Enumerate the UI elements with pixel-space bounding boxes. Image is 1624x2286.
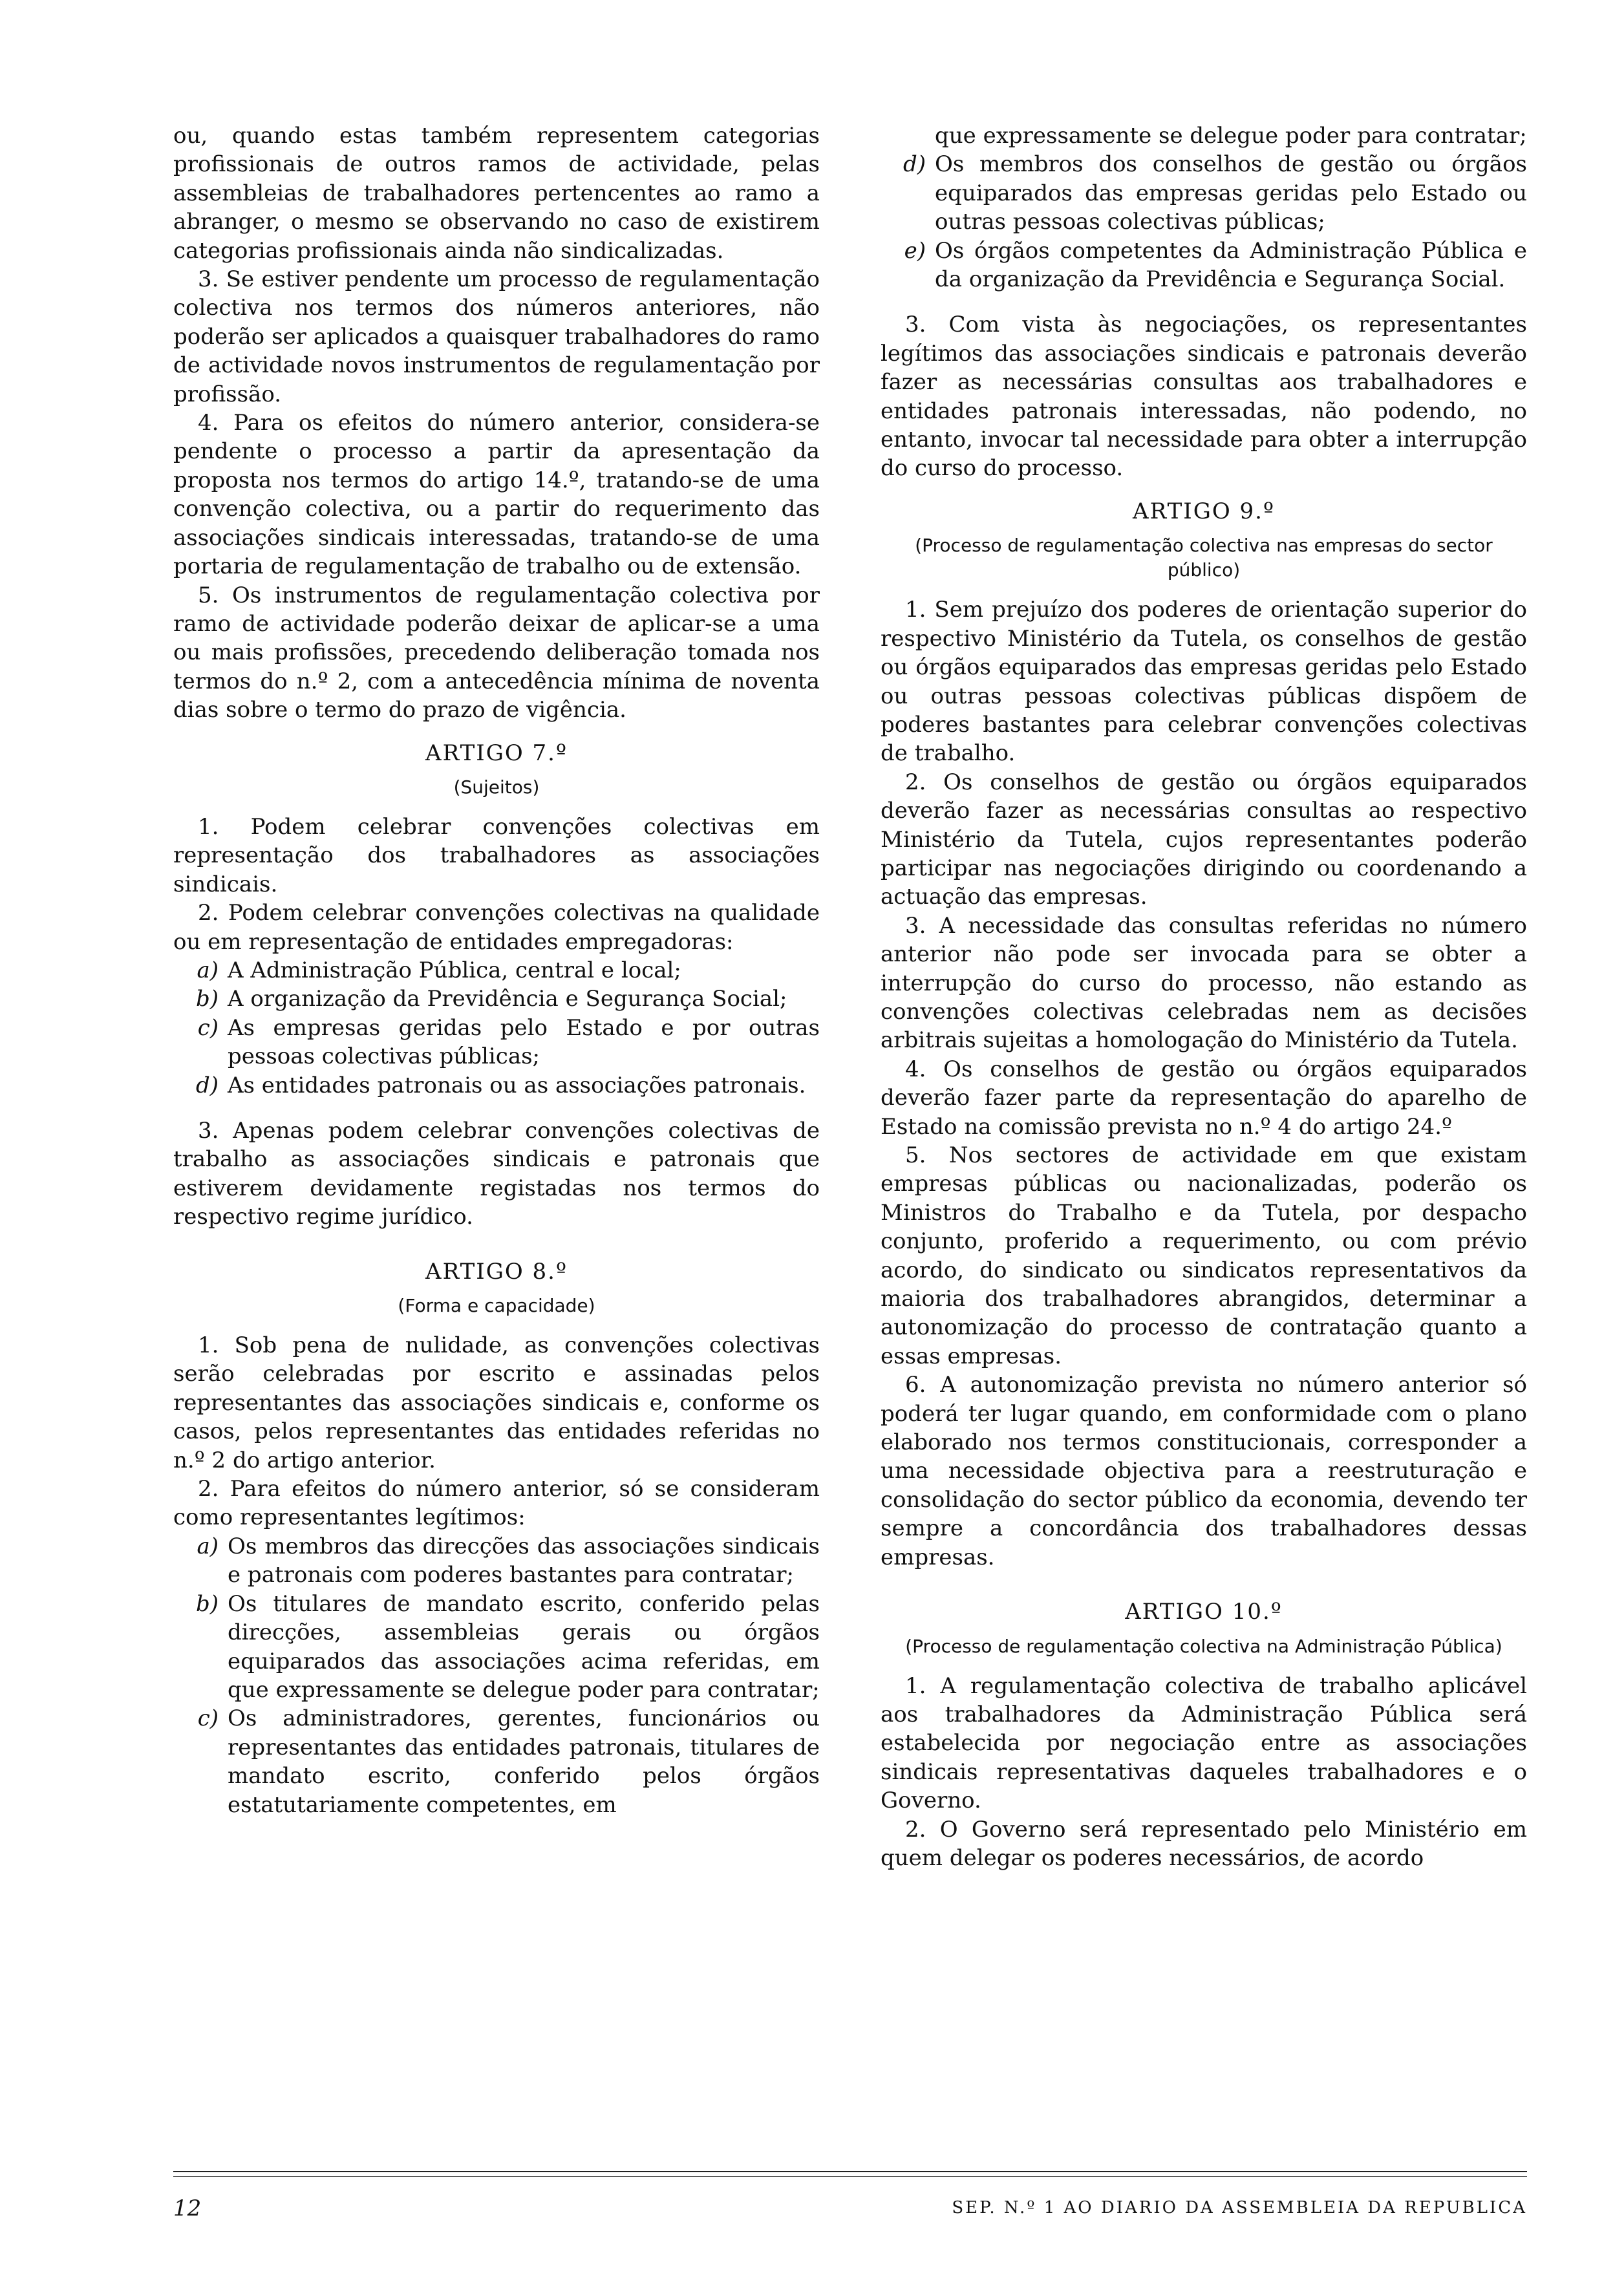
- paragraph: 2. Os conselhos de gestão ou órgãos equiparados deverão fazer as necessárias consultas ao respectivo Ministério da Tutela, cujos representantes poderão participar nas negociações dirigindo ou coordenando a actuação das empresas.: [881, 769, 1527, 910]
- page-number: 12: [173, 2195, 202, 2221]
- article-heading: ARTIGO 8.º: [425, 1258, 568, 1285]
- right-column: [881, 122, 1527, 1872]
- list-item-label: d): [903, 151, 926, 178]
- list-item-text: As empresas geridas pelo Estado e por outras pessoas colectivas públicas;: [228, 1014, 820, 1070]
- paragraph: 1. Sob pena de nulidade, as convenções colectivas serão celebradas por escrito e assinadas pelos representantes das associações sindicais e, conforme os casos, pelos representantes das entidades referidas no n.º 2 do artigo anterior.: [173, 1332, 820, 1473]
- list-item-label: c): [197, 1705, 219, 1732]
- list-item-label: e): [904, 237, 926, 264]
- list-item-continuation: [881, 122, 1527, 150]
- list-item-text: que expressamente se delegue poder para contratar;: [935, 123, 1527, 149]
- list-item: [881, 237, 1527, 294]
- paragraph: 1. Podem celebrar convenções colectivas em representação dos trabalhadores as associações sindicais.: [173, 813, 820, 897]
- paragraph: 5. Nos sectores de actividade em que existam empresas públicas ou nacionalizadas, poderão os Ministros do Trabalho e da Tutela, por despacho conjunto, proferido a requerimento, ou com prévio acordo, do sindicato ou sindicatos representativos da maioria dos trabalhadores abrangidos, determinar a autonomização do processo de contratação quanto a essas empresas.: [881, 1142, 1527, 1369]
- paragraph: 4. Os conselhos de gestão ou órgãos equiparados deverão fazer parte da representação do aparelho de Estado na comissão prevista no n.º 4 do artigo 24.º: [881, 1056, 1527, 1140]
- footer-rule-thin: [173, 2176, 1527, 2177]
- article-subheading: (Processo de regulamentação colectiva na Administração Pública): [905, 1635, 1502, 1657]
- paragraph: 4. Para os efeitos do número anterior, considera-se pendente o processo a partir da apresentação da proposta nos termos do artigo 14.º, tratando-se de uma convenção colectiva, ou a partir do requerimento das associações sindicais interessadas, tratando-se de uma portaria de regulamentação de trabalho ou de extensão.: [173, 410, 820, 580]
- publication-title: SEP. N.º 1 AO DIARIO DA ASSEMBLEIA DA REPUBLICA: [952, 2198, 1527, 2217]
- list-item-label: a): [197, 1533, 219, 1559]
- article-heading: ARTIGO 10.º: [1125, 1599, 1283, 1625]
- list-item-label: b): [195, 986, 219, 1012]
- paragraph: 3. Apenas podem celebrar convenções colectivas de trabalho as associações sindicais e patronais que estiverem devidamente registadas nos termos do respectivo regime jurídico.: [173, 1118, 820, 1230]
- article-heading: ARTIGO 7.º: [425, 740, 568, 766]
- paragraph: 3. A necessidade das consultas referidas no número anterior não pode ser invocada para se obter a interrupção do curso do processo, não estando as convenções colectivas celebradas nem as decisões arbitrais sujeitas a homologação do Ministério da Tutela.: [881, 912, 1527, 1054]
- paragraph: ou, quando estas também representem categorias profissionais de outros ramos de actividade, pelas assembleias de trabalhadores pertencentes ao ramo a abranger, o mesmo se observando no caso de existirem categorias profissionais ainda não sindicalizadas.: [173, 123, 820, 264]
- list-item-label: d): [195, 1072, 219, 1098]
- paragraph: 3. Se estiver pendente um processo de regulamentação colectiva nos termos dos números anteriores, não poderão ser aplicados a quaisquer trabalhadores do ramo de actividade novos instrumentos de regulamentação por profissão.: [173, 266, 820, 407]
- list-item: [173, 1704, 820, 1819]
- list-item-text: A organização da Previdência e Segurança Social;: [228, 986, 787, 1012]
- paragraph: 2. O Governo será representado pelo Ministério em quem delegar os poderes necessários, de acordo: [881, 1816, 1527, 1871]
- article-subheading: (Sujeitos): [453, 776, 540, 798]
- left-column: [173, 122, 820, 1819]
- list-item-text: As entidades patronais ou as associações patronais.: [228, 1072, 806, 1098]
- paragraph: 1. A regulamentação colectiva de trabalho aplicável aos trabalhadores da Administração Pública será estabelecida por negociação entre as associações sindicais representativas daqueles trabalhadores e o Governo.: [881, 1672, 1527, 1814]
- paragraph: 2. Para efeitos do número anterior, só se consideram como representantes legítimos:: [173, 1476, 820, 1531]
- list-item: [173, 1014, 820, 1071]
- list-item: [173, 1532, 820, 1590]
- paragraph: 2. Podem celebrar convenções colectivas na qualidade ou em representação de entidades empregadoras:: [173, 900, 820, 955]
- list-item: [173, 956, 820, 985]
- list-item-label: a): [197, 957, 219, 983]
- list-item-label: c): [197, 1014, 219, 1041]
- list-item: [173, 985, 820, 1013]
- list-item-text: Os titulares de mandato escrito, conferido pelas direcções, assembleias gerais ou órgãos equiparados das associações acima referidas, em que expressamente se delegue poder para contratar;: [228, 1590, 820, 1703]
- paragraph: 1. Sem prejuízo dos poderes de orientação superior do respectivo Ministério da Tutela, os conselhos de gestão ou órgãos equiparados das empresas geridas pelo Estado ou outras pessoas colectivas públicas dispõem de poderes bastantes para celebrar convenções colectivas de trabalho.: [881, 597, 1527, 767]
- footer-rule: [173, 2171, 1527, 2172]
- list-item-text: Os membros das direcções das associações sindicais e patronais com poderes bastantes para contratar;: [228, 1533, 820, 1588]
- list-item-label: b): [195, 1590, 219, 1617]
- article-heading: ARTIGO 9.º: [1133, 498, 1275, 524]
- paragraph: 3. Com vista às negociações, os representantes legítimos das associações sindicais e patronais deverão fazer as necessárias consultas aos trabalhadores e entidades patronais interessadas, não podendo, no entanto, invocar tal necessidade para obter a interrupção do curso do processo.: [881, 312, 1527, 482]
- paragraph: 5. Os instrumentos de regulamentação colectiva por ramo de actividade poderão deixar de aplicar-se a uma ou mais profissões, precedendo deliberação tomada nos termos do n.º 2, com a antecedência mínima de noventa dias sobre o termo do prazo de vigência.: [173, 582, 820, 723]
- list-item: [173, 1590, 820, 1705]
- list-item: [881, 150, 1527, 236]
- list-item: [173, 1071, 820, 1100]
- list-item-text: A Administração Pública, central e local;: [228, 957, 681, 983]
- article-subheading: (Forma e capacidade): [398, 1295, 595, 1317]
- list-item-text: Os administradores, gerentes, funcionários ou representantes das entidades patronais, titulares de mandato escrito, conferido pelos órgãos estatutariamente competentes, em: [228, 1705, 820, 1818]
- article-subheading: (Processo de regulamentação colectiva nas empresas do sector público): [915, 535, 1493, 581]
- list-item-text: Os órgãos competentes da Administração Pública e da organização da Previdência e Segurança Social.: [935, 237, 1527, 293]
- paragraph: 6. A autonomização prevista no número anterior só poderá ter lugar quando, em conformidade com o plano elaborado nos termos constitucionais, corresponder a uma necessidade objectiva para a reestruturação e consolidação do sector público da economia, devendo ter sempre a concordância dos trabalhadores dessas empresas.: [881, 1372, 1527, 1570]
- list-item-text: Os membros dos conselhos de gestão ou órgãos equiparados das empresas geridas pelo Estado ou outras pessoas colectivas públicas;: [935, 151, 1527, 235]
